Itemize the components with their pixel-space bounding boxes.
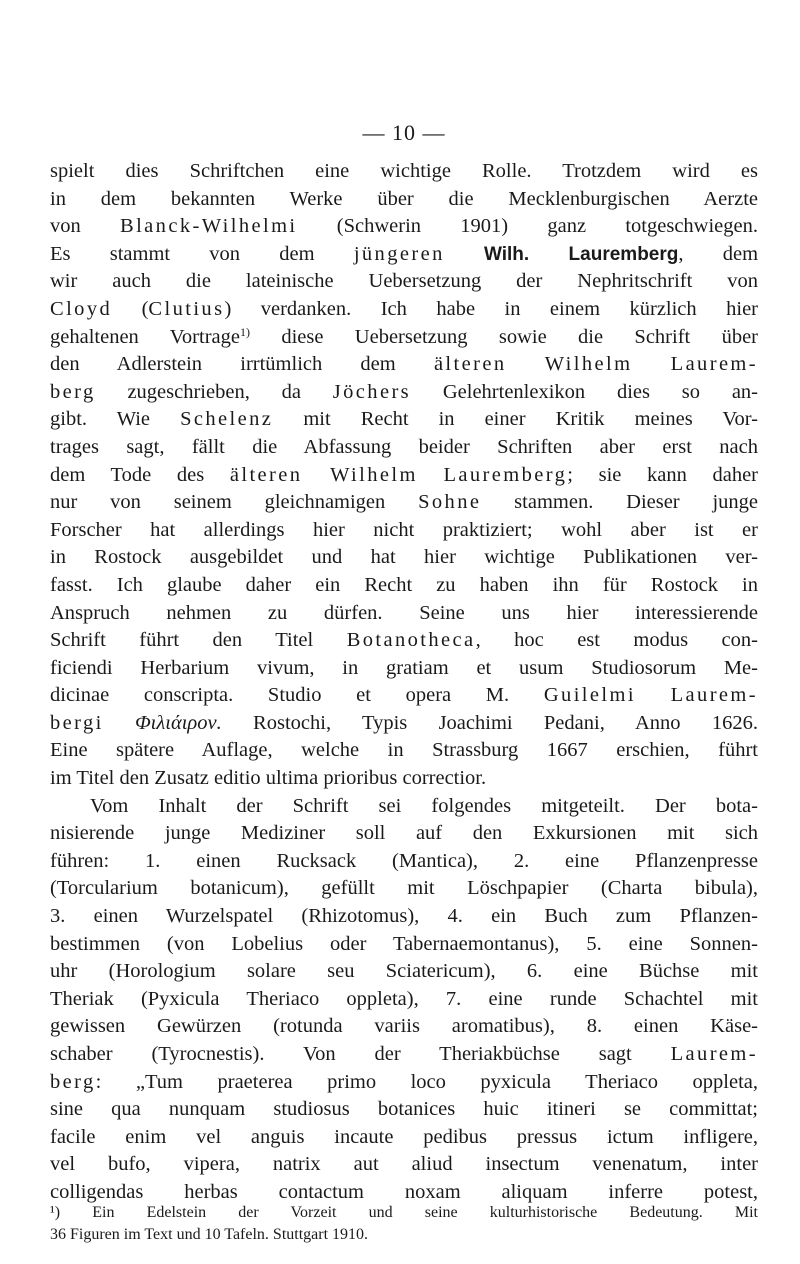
text-line (50, 1013, 758, 1041)
text-segment: bestimmen (von Lobelius oder Tabernaemontanus), 5. eine Sonnen- (50, 932, 758, 955)
text-segment: von (50, 215, 121, 238)
text-segment: dem Tode des (50, 463, 230, 486)
text-segment: Schelenz (180, 408, 274, 431)
text-segment: (Schwerin 1901) ganz totgeschwiegen. (297, 215, 758, 238)
text-line (50, 186, 758, 214)
text-line (50, 820, 758, 848)
text-segment: den Adlerstein irrtümlich dem (50, 353, 434, 376)
text-segment (104, 712, 135, 734)
text-segment: Clutius (148, 297, 225, 320)
text-line (50, 1041, 758, 1069)
text-segment: gibt. Wie (50, 408, 181, 431)
text-segment: führen: 1. einen Rucksack (Mantica), 2. eine Pflanzenpresse (50, 849, 758, 872)
text-segment: Eine spätere Auflage, welche in Strassburg 1667 erschien, führt (50, 739, 758, 762)
text-segment: älteren Wilhelm (229, 463, 418, 486)
text-segment: nur von seinem gleichnamigen (50, 491, 419, 514)
text-segment: ficiendi Herbarium vivum, in gratiam et usum Studiosorum Me- (50, 656, 758, 679)
text-segment: älteren (433, 353, 507, 376)
text-line (50, 517, 758, 545)
text-segment: ( (112, 297, 149, 320)
text-line (50, 1151, 758, 1179)
text-segment: spielt dies Schriftchen eine wichtige Rolle. Trotzdem wird es (50, 160, 758, 182)
text-segment: colligendas herbas contactum noxam aliquam inferre potest, (50, 1180, 758, 1203)
text-segment: Guilelmi (543, 684, 636, 707)
text-segment: Theriak (Pyxicula Theriaco oppleta), 7. eine runde Schachtel mit (50, 987, 758, 1010)
text-segment: Cloyd (50, 297, 113, 320)
footnote-line: 36 Figuren im Text und 10 Tafeln. Stuttgart 1910. (50, 1226, 369, 1243)
text-segment (507, 353, 545, 375)
text-segment (445, 243, 484, 265)
text-line (50, 765, 758, 793)
text-segment: uhr (Horologium solare seu Sciatericum), 6. eine Büchse mit (50, 960, 758, 983)
text-segment: im Titel den Zusatz editio ultima prioribus correctior. (50, 767, 487, 790)
text-line (50, 1124, 758, 1152)
text-segment: Laurem- (670, 1043, 758, 1065)
text-line (50, 710, 758, 738)
text-line (50, 875, 758, 903)
text-line (50, 379, 758, 407)
text-segment: Jöchers (332, 380, 412, 403)
text-line (50, 213, 758, 241)
text-segment: Blanck-Wilhelmi (120, 215, 298, 238)
text-line (50, 1069, 758, 1097)
text-segment: Sohne (418, 491, 482, 514)
text-segment: Schrift führt den Titel (50, 629, 347, 652)
text-line (50, 600, 758, 628)
text-segment: : „Tum praeterea primo loco pyxicula Theriaco oppleta, (95, 1070, 758, 1093)
text-segment: Es stammt von dem (50, 242, 354, 265)
text-segment: fasst. Ich glaube daher ein Recht zu haben ihn für Rostock in (50, 573, 758, 596)
text-segment: Botanotheca (346, 629, 476, 652)
text-segment (418, 464, 444, 486)
text-segment: sine qua nunquam studiosus botanices huic itineri se committat; (50, 1098, 758, 1121)
text-line (50, 544, 758, 572)
text-segment: , hoc est modus con- (475, 629, 758, 652)
text-line (50, 268, 758, 296)
text-line (50, 793, 758, 821)
text-segment: (Torcularium botanicum), gefüllt mit Löschpapier (Charta bibula), (50, 877, 758, 900)
text-segment: gewissen Gewürzen (rotunda variis aromatibus), 8. einen Käse- (50, 1015, 758, 1038)
book-page (50, 0, 758, 1264)
text-line (50, 682, 758, 710)
text-segment: 3. einen Wurzelspatel (Rhizotomus), 4. ein Buch zum Pflanzen- (50, 905, 758, 928)
text-segment (636, 684, 671, 706)
body-text (50, 158, 758, 1207)
text-line (50, 931, 758, 959)
text-segment: Rostochi, Typis Joachimi Pedani, Anno 1626. (221, 711, 758, 734)
text-segment: Laurem- (670, 353, 759, 376)
text-line (50, 655, 758, 683)
text-segment: Vom Inhalt der Schrift sei folgendes mitgeteilt. Der bota- (90, 794, 758, 817)
text-segment: nisierende junge Mediziner soll auf den Exkursionen mit sich (50, 822, 758, 845)
text-segment: wir auch die lateinische Uebersetzung der Nephritschrift von (50, 270, 758, 293)
footnotes (50, 1202, 758, 1246)
text-segment: Anspruch nehmen zu dürfen. Seine uns hier interessierende (50, 601, 758, 624)
text-line (50, 627, 758, 655)
text-segment: vel bufo, vipera, natrix aut aliud insectum venenatum, inter (50, 1153, 758, 1176)
text-segment: Laurem- (670, 684, 758, 707)
text-line (50, 986, 758, 1014)
text-segment: berg (50, 380, 96, 403)
text-segment: schaber (Tyrocnestis). Von der Theriakbüchse sagt (50, 1043, 671, 1065)
page-number: — 10 — (362, 120, 446, 145)
text-segment: Wilh. Lauremberg (483, 243, 679, 265)
text-segment: jüngeren (353, 242, 445, 265)
footnote-line: ¹) Ein Edelstein der Vorzeit und seine kulturhistorische Bedeutung. Mit (50, 1204, 758, 1221)
text-segment: bergi (50, 711, 104, 734)
text-line (50, 1096, 758, 1124)
text-segment: , dem (678, 242, 759, 265)
text-segment: dicinae conscripta. Studio et opera M. (50, 684, 544, 707)
text-line (50, 241, 758, 269)
text-line (50, 848, 758, 876)
text-line (50, 296, 758, 324)
text-segment: stammen. Dieser junge (481, 491, 759, 514)
text-segment: ; sie kann daher (567, 463, 759, 486)
text-segment: Lauremberg (443, 463, 568, 486)
text-segment: diese Uebersetzung sowie die Schrift über (249, 325, 758, 348)
text-line (50, 324, 758, 352)
text-segment: in dem bekannten Werke über die Mecklenburgischen Aerzte (50, 187, 758, 210)
text-segment: ) verdanken. Ich habe in einem kürzlich hier (224, 297, 758, 320)
text-line (50, 462, 758, 490)
footnote-marker: 1) (239, 324, 250, 339)
text-line (50, 434, 758, 462)
text-line (50, 572, 758, 600)
text-line (50, 958, 758, 986)
text-line (50, 489, 758, 517)
text-segment: zugeschrieben, da (95, 380, 333, 403)
text-segment: mit Recht in einer Kritik meines Vor- (273, 408, 759, 431)
text-segment: Gelehrtenlexikon dies so an- (411, 380, 759, 403)
text-segment (632, 353, 670, 375)
text-segment: in Rostock ausgebildet und hat hier wichtige Publikationen ver- (50, 546, 758, 569)
text-segment: facile enim vel anguis incaute pedibus pressus ictum infligere, (50, 1125, 758, 1148)
text-segment: Φιλιάιρον. (135, 711, 222, 734)
text-line (50, 903, 758, 931)
text-segment: trages sagt, fällt die Abfassung beider Schriften aber erst nach (50, 435, 758, 458)
text-segment: Wilhelm (544, 353, 633, 376)
text-segment: berg (50, 1070, 96, 1093)
text-segment: gehaltenen Vortrage (50, 325, 240, 348)
text-line (50, 406, 758, 434)
text-segment: Forscher hat allerdings hier nicht praktiziert; wohl aber ist er (50, 518, 758, 541)
text-line (50, 158, 758, 186)
text-line (50, 737, 758, 765)
text-line (50, 351, 758, 379)
